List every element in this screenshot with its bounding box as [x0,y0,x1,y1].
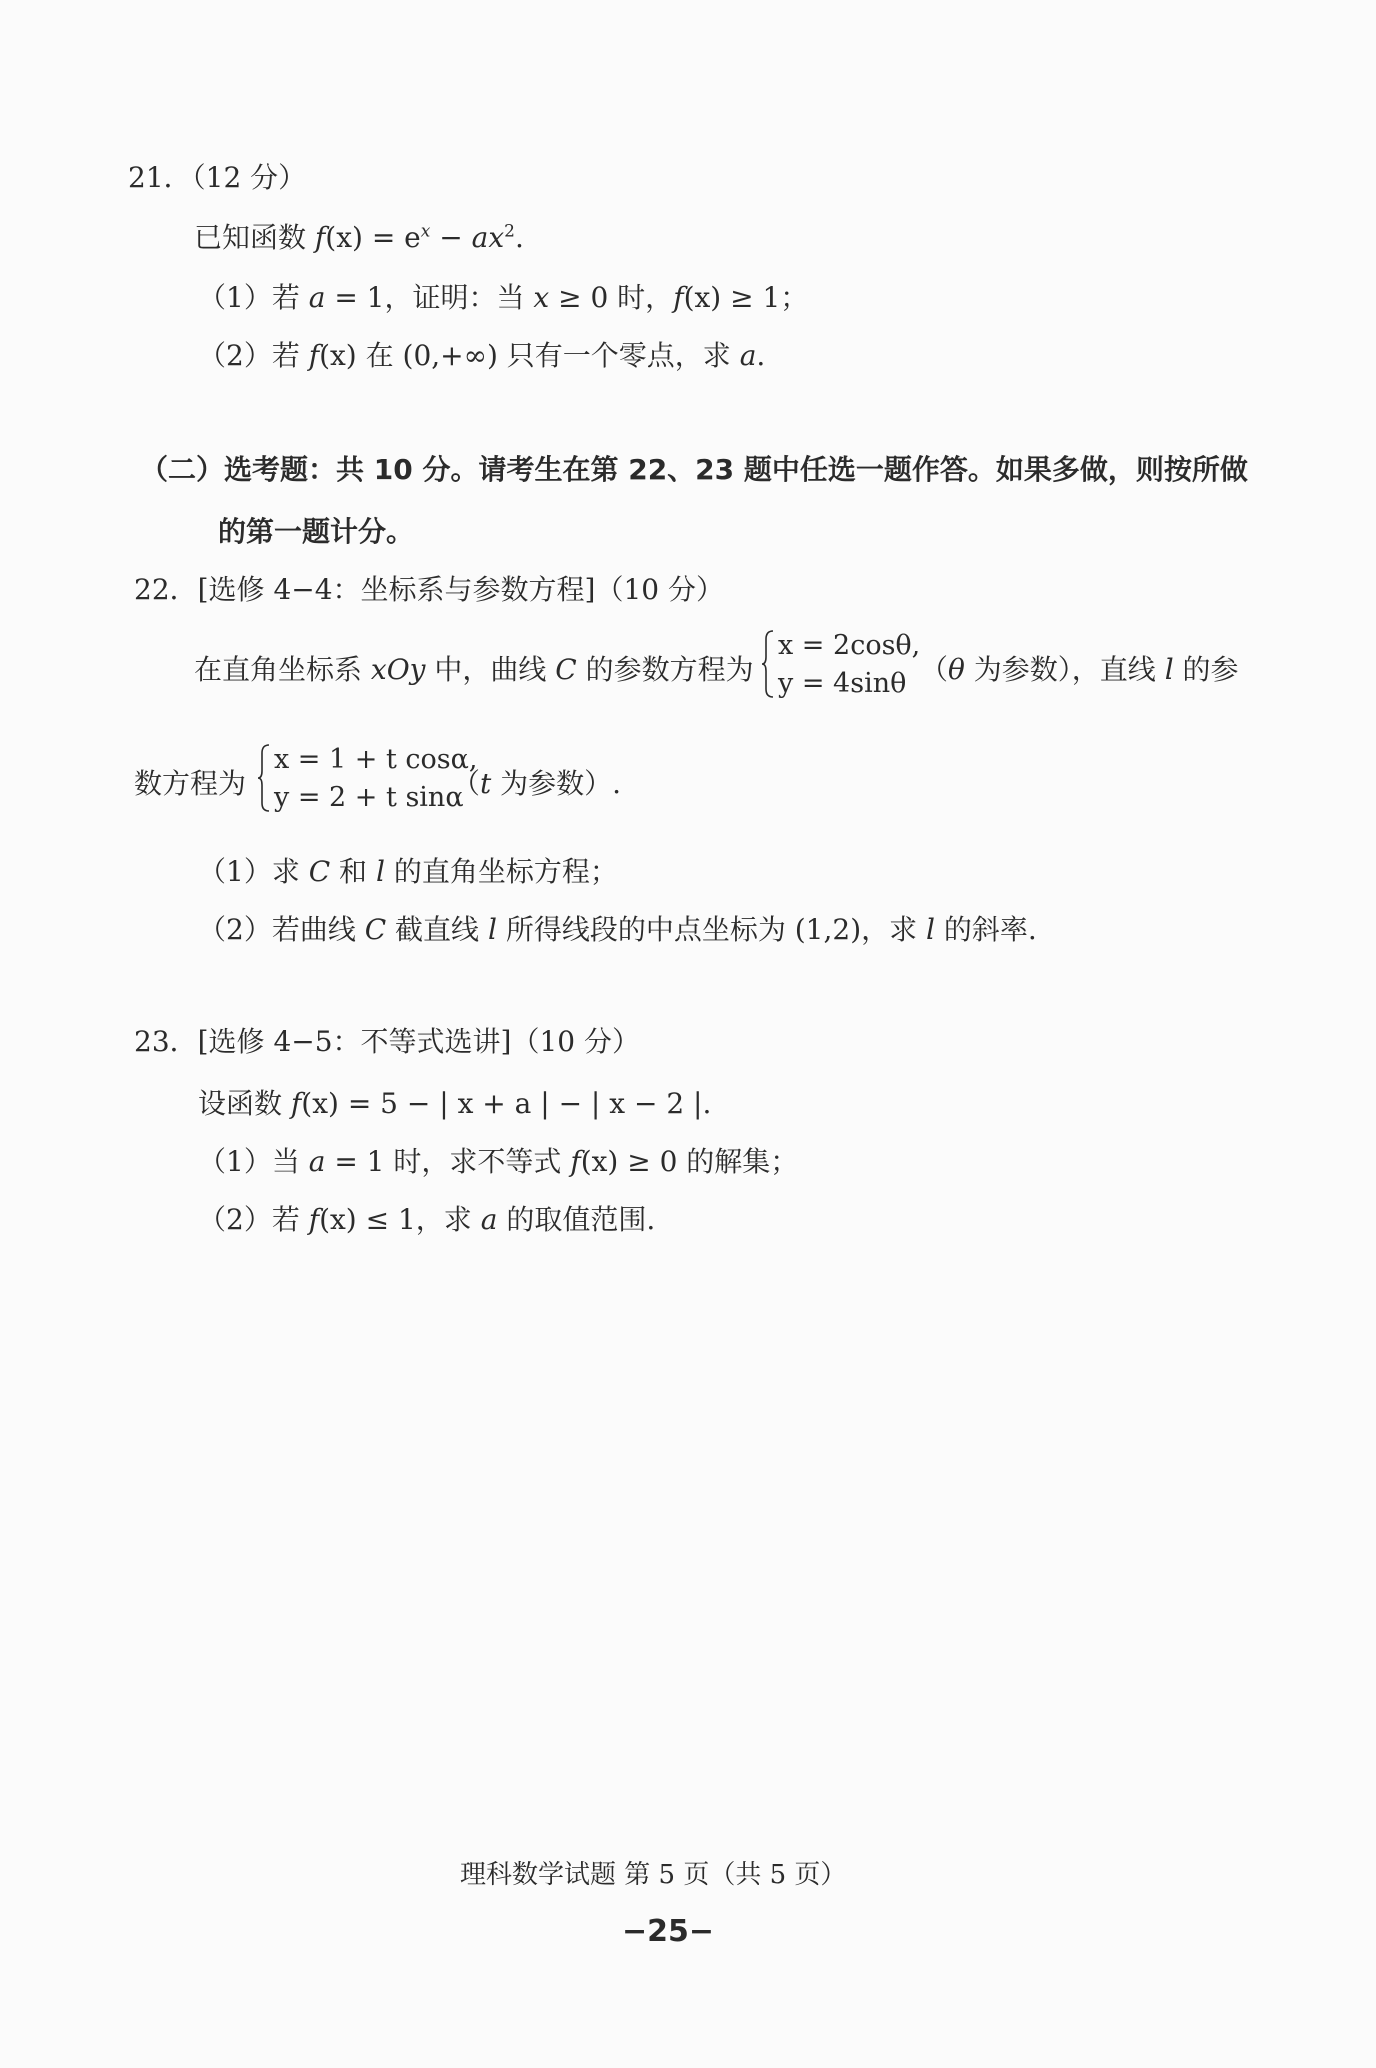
math-a: a [308,1145,326,1178]
math-f: f [308,339,320,372]
math-c: C [555,653,577,686]
text: （1）若 [198,281,309,314]
math-f: f [290,1087,302,1120]
text: − [430,221,472,254]
math-a: a [308,281,326,314]
text: （ [452,767,481,800]
q22-curve-note [920,652,1239,688]
section2-heading-line1: （二）选考题：共 10 分。请考生在第 22、23 题中任选一题作答。如果多做，则按所做 [140,453,1248,486]
text: （ [920,653,949,686]
text: 的直角坐标方程； [384,855,618,888]
text: = e [362,221,421,254]
q22-line-note [452,766,621,802]
page-footer-label: 理科数学试题 第 5 页（共 5 页） [460,1860,847,1890]
q23-part2 [198,1202,655,1238]
q22-part2 [198,912,1037,948]
text: （2）若 [198,1203,309,1236]
text: (x) 在 (0,+∞) 只有一个零点，求 [319,339,740,372]
exponent: 2 [504,221,515,242]
text: . [514,221,524,254]
text: 在直角坐标系 [194,653,371,686]
line-eq-x: x = 1 + t cosα, [274,744,478,775]
math-theta: θ [948,653,965,686]
left-brace-icon [762,630,774,698]
math-l: l [1164,653,1174,686]
text: 设函数 [198,1087,291,1120]
q22-part1 [198,854,618,890]
exponent: x [420,221,431,242]
math-c: C [364,913,387,946]
math-a: a [471,221,489,254]
text: (x) = 5 − | x + a | − | x − 2 |. [301,1087,712,1120]
text: （1）当 [198,1145,309,1178]
text: （2）若 [198,339,309,372]
text: . [756,339,766,372]
math-f: f [570,1145,581,1178]
math-f: f [673,281,684,314]
text: 截直线 [386,913,488,946]
q23-given [198,1086,711,1122]
curve-eq-x: x = 2cosθ, [778,630,921,661]
q23-header: 23．[选修 4−5：不等式选讲]（10 分） [134,1025,640,1058]
text: 的斜率. [935,913,1037,946]
section2-heading-line2: 的第一题计分。 [218,515,415,548]
math-l: l [375,855,385,888]
text: = 1，证明：当 [325,281,534,314]
text: (x) ≤ 1，求 [319,1203,481,1236]
math-l: l [487,913,497,946]
math-l: l [926,913,935,946]
math-x: x [488,221,505,254]
math-c: C [308,855,331,888]
q21-part2 [198,338,765,374]
text: = 1 时，求不等式 [325,1145,571,1178]
text: 中，曲线 [425,653,556,686]
line-eq-y: y = 2 + t sinα [274,782,464,813]
q23-part1 [198,1144,798,1180]
q22-line-intro: 数方程为 [134,767,247,800]
math-a: a [739,339,757,372]
text: 的参数方程为 [576,653,754,686]
text: 已知函数 [194,221,315,254]
text: 为参数）. [491,767,622,800]
text: （2）若曲线 [198,913,365,946]
math-f: f [314,221,326,254]
text: 为参数），直线 [964,653,1165,686]
math-a: a [480,1203,498,1236]
text: 的取值范围. [497,1203,656,1236]
q21-given [194,220,524,256]
text: 所得线段的中点坐标为 (1,2)，求 [496,913,927,946]
math-f: f [308,1203,320,1236]
text: （1）求 [198,855,309,888]
math-t: t [480,767,492,800]
page-number: −25− [622,1914,715,1949]
text: 的参 [1173,653,1239,686]
text: (x) [325,221,363,254]
math-x: x [533,281,550,314]
q22-intro [194,652,754,688]
math-xoy: xOy [370,653,426,686]
q22-header: 22．[选修 4−4：坐标系与参数方程]（10 分） [134,573,724,606]
left-brace-icon [258,744,270,812]
curve-eq-y: y = 4sinθ [778,668,907,699]
text: (x) ≥ 0 的解集； [580,1145,799,1178]
text: ≥ 0 时， [549,281,674,314]
q21-header: 21．（12 分） [128,161,307,194]
text: 和 [330,855,376,888]
q21-part1 [198,280,808,316]
text: (x) ≥ 1； [683,281,809,314]
